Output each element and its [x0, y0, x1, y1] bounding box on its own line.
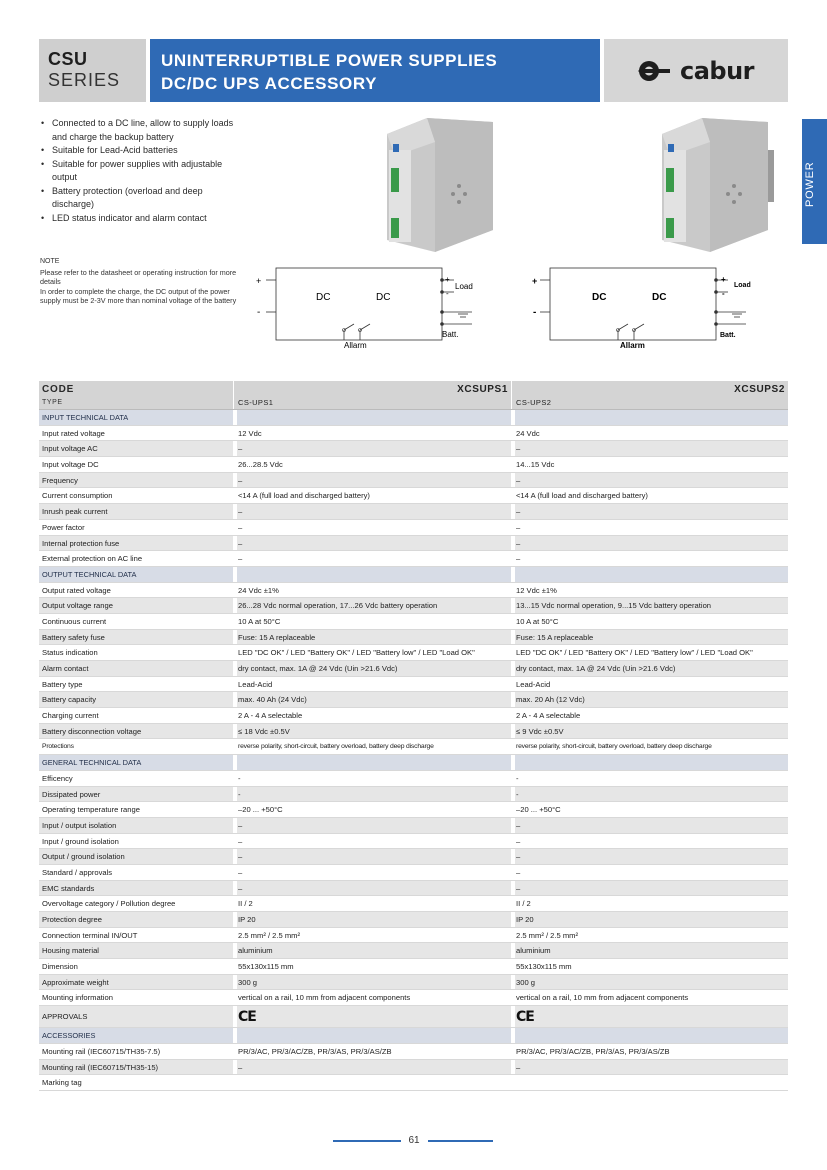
row-value-1: dry contact, max. 1A @ 24 Vdc (Uin >21.6 Vdc)	[238, 664, 398, 673]
row-value-2: LED "DC OK" / LED "Battery OK" / LED "Battery low" / LED "Load OK"	[516, 648, 753, 658]
row-value-2: 12 Vdc ±1%	[516, 585, 557, 595]
table-row	[39, 896, 788, 912]
note-line: In order to complete the charge, the DC output of the power supply must be 2-3V more than nominal voltage of the battery	[40, 286, 237, 305]
row-label: Connection terminal IN/OUT	[42, 930, 138, 940]
row-value-1: 2 A - 4 A selectable	[238, 711, 303, 721]
feature-item: • Suitable for Lead-Acid batteries	[40, 144, 240, 158]
table-row	[39, 708, 788, 724]
table-row	[39, 520, 788, 536]
table-row	[39, 1075, 788, 1091]
row-value-1: –	[238, 554, 243, 564]
product-code-1: XCSUPS1	[457, 384, 508, 395]
table-header	[39, 381, 788, 410]
product-image-2	[650, 112, 795, 260]
row-value-1: 12 Vdc	[238, 428, 262, 438]
row-value-2: -	[516, 789, 519, 799]
row-value-2: 300 g	[516, 977, 536, 987]
row-value-1: max. 40 Ah (24 Vdc)	[238, 695, 307, 705]
row-value-1: –	[238, 475, 243, 485]
row-value-2: –	[516, 444, 521, 454]
row-value-1: 300 g	[238, 977, 258, 987]
ce-mark-icon: CE	[238, 1009, 256, 1026]
row-value-1: 55x130x115 mm	[238, 962, 294, 972]
row-value-2: –	[516, 883, 521, 893]
section-header-row	[39, 1028, 788, 1044]
table-row	[39, 959, 788, 975]
title-line-2: DC/DC UPS ACCESSORY	[161, 74, 378, 93]
table-row	[39, 488, 788, 504]
brand-logo	[604, 39, 788, 102]
table-row	[39, 1006, 788, 1028]
row-value-1: 24 Vdc ±1%	[238, 585, 279, 595]
row-value-1: Lead-Acid	[238, 679, 273, 689]
row-label: Dissipated power	[42, 789, 101, 799]
row-value-2: –	[516, 836, 521, 846]
code-label: CODE	[42, 384, 75, 395]
row-value-1: –	[238, 836, 243, 846]
product-type-1: CS-UPS1	[238, 398, 274, 407]
schem-batt: Batt.	[720, 332, 736, 339]
row-value-2: –	[516, 820, 521, 830]
row-value-1: –	[238, 507, 243, 517]
row-value-2: –	[516, 475, 521, 485]
row-label: Input / ground isolation	[42, 836, 119, 846]
row-label: Input voltage AC	[42, 444, 98, 454]
feature-list	[40, 117, 240, 225]
row-value-1: –20 ... +50°C	[238, 805, 283, 815]
section-tab[interactable]	[802, 119, 827, 244]
row-value-2: PR/3/AC, PR/3/AC/ZB, PR/3/AS, PR/3/AS/ZB	[516, 1046, 670, 1056]
row-label: Standard / approvals	[42, 867, 113, 877]
table-row	[39, 990, 788, 1006]
title-box	[150, 39, 600, 102]
schem-plus: +	[256, 276, 262, 286]
row-label: Output / ground isolation	[42, 852, 125, 862]
footer-rule-right	[428, 1140, 493, 1142]
note-block	[40, 257, 240, 306]
row-value-2: –	[516, 522, 521, 532]
schem-minus-load: -	[446, 289, 449, 298]
schem-batt: Batt.	[442, 330, 459, 339]
table-row	[39, 975, 788, 991]
row-label: Output voltage range	[42, 601, 113, 611]
schem-minus: -	[533, 307, 537, 318]
title-line-1: UNINTERRUPTIBLE POWER SUPPLIES	[161, 51, 498, 70]
row-value-2: 2 A - 4 A selectable	[516, 711, 581, 721]
feature-item: • Suitable for power supplies with adjustable output	[40, 158, 240, 185]
row-label: Mounting rail (IEC60715/TH35-7.5)	[42, 1046, 161, 1056]
note-title: NOTE	[40, 258, 60, 265]
row-value-2: –	[516, 507, 521, 517]
table-row	[39, 677, 788, 693]
schem-minus-load: -	[722, 289, 725, 298]
row-label: GENERAL TECHNICAL DATA	[42, 758, 142, 768]
row-value-2: <14 A (full load and discharged battery)	[516, 491, 648, 501]
section-tab-label: POWER	[804, 161, 816, 207]
row-value-2: II / 2	[516, 899, 531, 909]
row-label: Continuous current	[42, 616, 107, 626]
schem-dc-in: DC	[592, 292, 607, 303]
row-value-2: 24 Vdc	[516, 428, 540, 438]
row-label: Current consumption	[42, 491, 113, 501]
feature-item: • Battery protection (overload and deep discharge)	[40, 185, 240, 212]
row-value-2: -	[516, 773, 519, 783]
row-value-1: -	[238, 789, 241, 799]
row-value-1: II / 2	[238, 899, 253, 909]
row-label: Housing material	[42, 946, 99, 956]
row-label: Protections	[42, 743, 74, 751]
table-row	[39, 865, 788, 881]
section-header-row	[39, 567, 788, 583]
row-label: Input voltage DC	[42, 460, 99, 470]
product-type-2: CS-UPS2	[516, 398, 552, 407]
row-label: Status indication	[42, 648, 98, 658]
table-row	[39, 441, 788, 457]
wiring-diagram-1	[252, 262, 492, 377]
table-row	[39, 457, 788, 473]
row-value-2: 14...15 Vdc	[516, 460, 555, 470]
row-value-1: –	[238, 538, 243, 548]
row-value-2: –	[516, 538, 521, 548]
row-value-1: <14 A (full load and discharged battery)	[238, 491, 370, 501]
row-value-1: vertical on a rail, 10 mm from adjacent components	[238, 993, 411, 1003]
row-label: APPROVALS	[42, 1012, 88, 1022]
row-value-2: max. 20 Ah (12 Vdc)	[516, 695, 585, 705]
schem-load: Load	[734, 282, 751, 289]
page-number: 61	[408, 1135, 420, 1146]
row-value-2: vertical on a rail, 10 mm from adjacent components	[516, 993, 689, 1003]
section-header-row	[39, 755, 788, 771]
row-value-1: 26...28 Vdc normal operation, 17...26 Vdc battery operation	[238, 601, 438, 611]
table-row	[39, 661, 788, 677]
row-value-2: 10 A at 50°C	[516, 616, 559, 626]
schem-dc-in: DC	[316, 292, 331, 303]
row-value-2: –	[516, 867, 521, 877]
row-value-1: 10 A at 50°C	[238, 616, 281, 626]
table-row	[39, 1060, 788, 1076]
table-row	[39, 881, 788, 897]
row-label: Battery capacity	[42, 695, 97, 705]
row-value-2: dry contact, max. 1A @ 24 Vdc (Uin >21.6 Vdc)	[516, 664, 676, 673]
row-value-2: –	[516, 554, 521, 564]
row-label: Frequency	[42, 475, 78, 485]
row-label: Overvoltage category / Pollution degree	[42, 899, 176, 909]
row-label: OUTPUT TECHNICAL DATA	[42, 569, 137, 579]
row-value-1: 26...28.5 Vdc	[238, 460, 283, 470]
series-box	[39, 39, 146, 102]
table-body	[39, 410, 788, 1091]
cabur-logo-icon	[638, 60, 674, 82]
row-label: Inrush peak current	[42, 507, 108, 517]
schem-minus: -	[257, 307, 261, 318]
row-label: Mounting information	[42, 993, 113, 1003]
series-label: SERIES	[48, 70, 121, 90]
table-row	[39, 1044, 788, 1060]
table-row	[39, 426, 788, 442]
row-value-1: LED "DC OK" / LED "Battery OK" / LED "Battery low" / LED "Load OK"	[238, 648, 475, 658]
row-value-2: Lead-Acid	[516, 679, 551, 689]
schem-alarm: Allarm	[620, 341, 645, 350]
row-value-1: -	[238, 773, 241, 783]
row-value-2: –	[516, 1062, 521, 1072]
row-value-2: –	[516, 852, 521, 862]
section-header-row	[39, 410, 788, 426]
feature-item: • LED status indicator and alarm contact	[40, 212, 240, 226]
schem-load: Load	[455, 282, 473, 291]
table-row	[39, 787, 788, 803]
row-value-2: IP 20	[516, 915, 534, 924]
row-label: ACCESSORIES	[42, 1031, 96, 1041]
row-label: Output rated voltage	[42, 585, 111, 595]
row-value-1: –	[238, 444, 243, 454]
row-label: Approximate weight	[42, 977, 109, 987]
schem-dc-out: DC	[652, 292, 667, 303]
table-row	[39, 473, 788, 489]
schem-dc-out: DC	[376, 292, 391, 303]
row-value-1: aluminium	[238, 946, 273, 956]
table-row	[39, 630, 788, 646]
table-row	[39, 802, 788, 818]
table-row	[39, 912, 788, 928]
table-row	[39, 818, 788, 834]
row-value-1: –	[238, 1062, 243, 1072]
table-row	[39, 692, 788, 708]
row-value-2: Fuse: 15 A replaceable	[516, 632, 594, 642]
row-value-1: reverse polarity, short-circuit, battery overload, battery deep discharge	[238, 743, 434, 751]
row-value-1: –	[238, 852, 243, 862]
row-label: EMC standards	[42, 883, 95, 893]
row-value-2: 13...15 Vdc normal operation, 9...15 Vdc battery operation	[516, 601, 712, 611]
feature-item: • Connected to a DC line, allow to supply loads and charge the backup battery	[40, 117, 240, 144]
row-label: Charging current	[42, 711, 99, 721]
type-label: TYPE	[42, 399, 63, 406]
row-label: Efficency	[42, 773, 73, 783]
row-label: Operating temperature range	[42, 805, 140, 815]
table-row	[39, 551, 788, 567]
footer-rule-left	[333, 1140, 401, 1142]
row-label: Mounting rail (IEC60715/TH35-15)	[42, 1062, 159, 1072]
note-line: Please refer to the datasheet or operating instruction for more details	[40, 267, 237, 286]
row-value-1: 2.5 mm² / 2.5 mm²	[238, 930, 301, 940]
row-value-2: aluminium	[516, 946, 551, 956]
row-value-2: ≤ 9 Vdc ±0.5V	[516, 726, 564, 736]
row-value-2: 55x130x115 mm	[516, 962, 572, 972]
logo-text: cabur	[679, 56, 755, 85]
row-label: Battery disconnection voltage	[42, 726, 142, 736]
row-label: Battery safety fuse	[42, 632, 105, 642]
table-row	[39, 943, 788, 959]
row-value-1: ≤ 18 Vdc ±0.5V	[238, 726, 290, 736]
row-label: Power factor	[42, 522, 85, 532]
row-value-2: –20 ... +50°C	[516, 805, 561, 815]
schem-alarm: Allarm	[344, 341, 367, 350]
table-row	[39, 598, 788, 614]
table-row	[39, 739, 788, 755]
row-label: Battery type	[42, 679, 83, 689]
table-row	[39, 536, 788, 552]
row-label: Protection degree	[42, 915, 102, 924]
row-label: INPUT TECHNICAL DATA	[42, 413, 129, 422]
table-row	[39, 849, 788, 865]
schem-plus: +	[532, 276, 538, 286]
schem-plus-load: +	[721, 275, 726, 284]
row-label: Input / output isolation	[42, 820, 117, 830]
row-label: Input rated voltage	[42, 428, 105, 438]
product-code-2: XCSUPS2	[734, 384, 785, 395]
table-row	[39, 724, 788, 740]
row-label: Dimension	[42, 962, 78, 972]
table-row	[39, 583, 788, 599]
spec-table	[39, 381, 788, 1091]
row-label: External protection on AC line	[42, 554, 143, 564]
row-value-2: 2.5 mm² / 2.5 mm²	[516, 930, 579, 940]
row-label: Internal protection fuse	[42, 538, 120, 548]
product-image-1	[375, 112, 520, 260]
table-row	[39, 645, 788, 661]
row-value-1: PR/3/AC, PR/3/AC/ZB, PR/3/AS, PR/3/AS/ZB	[238, 1046, 392, 1056]
ce-mark-icon: CE	[516, 1009, 534, 1026]
row-value-1: –	[238, 522, 243, 532]
row-value-1: –	[238, 820, 243, 830]
row-value-1: –	[238, 867, 243, 877]
row-value-2: reverse polarity, short-circuit, battery overload, battery deep discharge	[516, 743, 712, 751]
table-row	[39, 834, 788, 850]
table-row	[39, 771, 788, 787]
table-row	[39, 504, 788, 520]
series-code: CSU	[48, 49, 88, 69]
row-value-1: IP 20	[238, 915, 256, 924]
row-value-1: –	[238, 883, 243, 893]
schem-plus-load: +	[445, 275, 450, 284]
row-label: Alarm contact	[42, 664, 89, 673]
row-label: Marking tag	[42, 1078, 82, 1088]
table-row	[39, 928, 788, 944]
row-value-1: Fuse: 15 A replaceable	[238, 632, 316, 642]
wiring-diagram-2	[526, 262, 766, 377]
table-row	[39, 614, 788, 630]
